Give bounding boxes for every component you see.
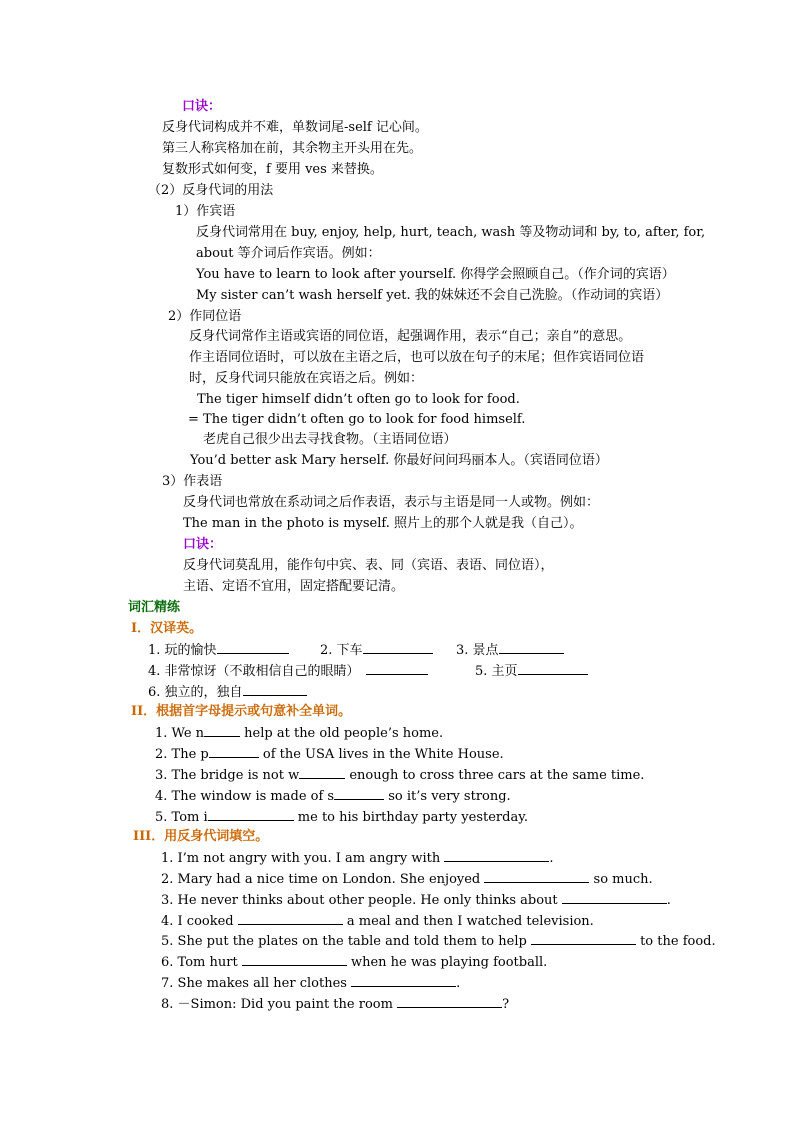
vocab-title: 词汇精练	[128, 600, 181, 615]
exercise-item	[161, 848, 554, 868]
mnemonic-line: 第三人称宾格加在前，其余物主开头用在先。	[162, 141, 423, 156]
vocab-item	[475, 661, 588, 681]
answer-blank[interactable]	[562, 890, 667, 904]
exercise-text: 1. We n	[155, 726, 205, 741]
exercise-text: 2. The p	[155, 747, 209, 762]
part1-title: I．汉译英。	[131, 621, 203, 636]
answer-blank[interactable]	[238, 911, 343, 925]
exercise-item	[155, 723, 443, 743]
answer-blank[interactable]	[242, 952, 347, 966]
exercise-item	[155, 786, 511, 806]
answer-blank[interactable]	[334, 786, 384, 800]
mnemonic-title-2: 口诀：	[183, 537, 223, 552]
exercise-text: 5. She put the plates on the table and told them to help	[161, 934, 531, 949]
vocab-item-label: 4. 非常惊讶（不敢相信自己的眼睛）	[148, 664, 360, 679]
paragraph-line: about 等介词后作宾语。例如：	[196, 246, 381, 261]
answer-blank[interactable]	[204, 723, 240, 737]
vocab-item-label: 2. 下车	[320, 643, 363, 658]
exercise-item	[155, 744, 504, 764]
paragraph-line: 时，反身代词只能放在宾语之后。例如：	[189, 371, 424, 386]
answer-blank[interactable]	[366, 661, 428, 675]
mnemonic-line: 反身代词莫乱用，能作句中宾、表、同（宾语、表语、同位语），	[183, 558, 554, 573]
exercise-text: ?	[502, 997, 510, 1012]
example-line: You have to learn to look after yourself. 你得学会照顾自己。（作介词的宾语）	[196, 267, 675, 282]
section-title-usage: （2）反身代词的用法	[148, 183, 274, 198]
vocab-item	[320, 640, 433, 660]
answer-blank[interactable]	[209, 744, 259, 758]
answer-blank[interactable]	[363, 640, 433, 654]
mnemonic-line: 主语、定语不宜用，固定搭配要记清。	[183, 579, 405, 594]
mnemonic-line: 反身代词构成并不难，单数词尾-self 记心间。	[162, 120, 428, 135]
exercise-text: to the food.	[635, 934, 716, 949]
answer-blank[interactable]	[518, 661, 588, 675]
exercise-text: 3. He never thinks about other people. He only thinks about	[161, 893, 562, 908]
paragraph-line: 作主语同位语时，可以放在主语之后，也可以放在句子的末尾；但作宾语同位语	[189, 350, 645, 365]
exercise-item	[161, 973, 460, 993]
vocab-item-label: 3. 景点	[456, 643, 499, 658]
exercise-text: 4. I cooked	[161, 914, 238, 929]
mnemonic-line: 复数形式如何变，f 要用 ves 来替换。	[162, 162, 383, 177]
vocab-item	[148, 640, 289, 660]
answer-blank[interactable]	[484, 869, 589, 883]
exercise-text: 8. －Simon: Did you paint the room	[161, 997, 398, 1012]
exercise-text: me to his birthday party yesterday.	[293, 810, 528, 825]
answer-blank[interactable]	[499, 640, 564, 654]
subsection-title-object: 1）作宾语	[175, 204, 236, 219]
subsection-title-appositive: 2）作同位语	[168, 309, 242, 324]
example-line: You’d better ask Mary herself. 你最好问问玛丽本人。（宾语同位语）	[190, 453, 608, 468]
exercise-text: 5. Tom i	[155, 810, 208, 825]
mnemonic-title-1: 口诀：	[182, 99, 222, 114]
exercise-text: 2. Mary had a nice time on London. She enjoyed	[161, 872, 485, 887]
exercise-text: 6. Tom hurt	[161, 955, 242, 970]
exercise-item	[161, 994, 509, 1014]
example-line: The man in the photo is myself. 照片上的那个人就是我（自己）。	[183, 516, 583, 531]
answer-blank[interactable]	[531, 931, 636, 945]
exercise-text: so much.	[589, 872, 653, 887]
exercise-text: so it’s very strong.	[384, 789, 511, 804]
exercise-item	[155, 765, 644, 785]
exercise-text: enough to cross three cars at the same time.	[345, 768, 645, 783]
answer-blank[interactable]	[444, 848, 549, 862]
paragraph-line: 反身代词常用在 buy, enjoy, help, hurt, teach, wash 等及物动词和 by, to, after, for,	[196, 225, 706, 240]
vocab-item	[148, 682, 307, 702]
exercise-text: a meal and then I watched television.	[342, 914, 594, 929]
exercise-item	[161, 869, 653, 889]
exercise-text: .	[666, 893, 671, 908]
subsection-title-predicative: 3）作表语	[162, 474, 223, 489]
vocab-item	[148, 661, 428, 681]
example-line: 老虎自己很少出去寻找食物。（主语同位语）	[203, 432, 457, 447]
exercise-item	[161, 931, 716, 951]
exercise-item	[155, 807, 528, 827]
exercise-item	[161, 911, 594, 931]
paragraph-line: 反身代词也常放在系动词之后作表语，表示与主语是同一人或物。例如：	[183, 495, 600, 510]
exercise-text: of the USA lives in the White House.	[258, 747, 504, 762]
exercise-text: when he was playing football.	[346, 955, 548, 970]
answer-blank[interactable]	[243, 682, 307, 696]
vocab-item-label: 6. 独立的，独自	[148, 685, 243, 700]
exercise-item	[161, 890, 671, 910]
exercise-text: 4. The window is made of s	[155, 789, 335, 804]
answer-blank[interactable]	[397, 994, 502, 1008]
exercise-text: help at the old people’s home.	[240, 726, 444, 741]
part2-title: II．根据首字母提示或句意补全单词。	[131, 704, 352, 719]
exercise-text: 3. The bridge is not w	[155, 768, 300, 783]
vocab-item	[456, 640, 564, 660]
answer-blank[interactable]	[208, 807, 294, 821]
example-line: = The tiger didn’t often go to look for food himself.	[188, 412, 526, 427]
vocab-item-label: 5. 主页	[475, 664, 518, 679]
exercise-text: .	[456, 976, 461, 991]
exercise-item	[161, 952, 547, 972]
answer-blank[interactable]	[217, 640, 289, 654]
answer-blank[interactable]	[299, 765, 345, 779]
example-line: The tiger himself didn’t often go to look for food.	[197, 392, 520, 407]
example-line: My sister can’t wash herself yet. 我的妹妹还不会自己洗脸。（作动词的宾语）	[196, 288, 669, 303]
exercise-text: 7. She makes all her clothes	[161, 976, 352, 991]
answer-blank[interactable]	[351, 973, 456, 987]
exercise-text: .	[549, 851, 554, 866]
paragraph-line: 反身代词常作主语或宾语的同位语，起强调作用，表示“自己；亲自”的意思。	[189, 329, 632, 344]
exercise-text: 1. I’m not angry with you. I am angry with	[161, 851, 445, 866]
part3-title: III．用反身代词填空。	[133, 829, 269, 844]
vocab-item-label: 1. 玩的愉快	[148, 643, 217, 658]
